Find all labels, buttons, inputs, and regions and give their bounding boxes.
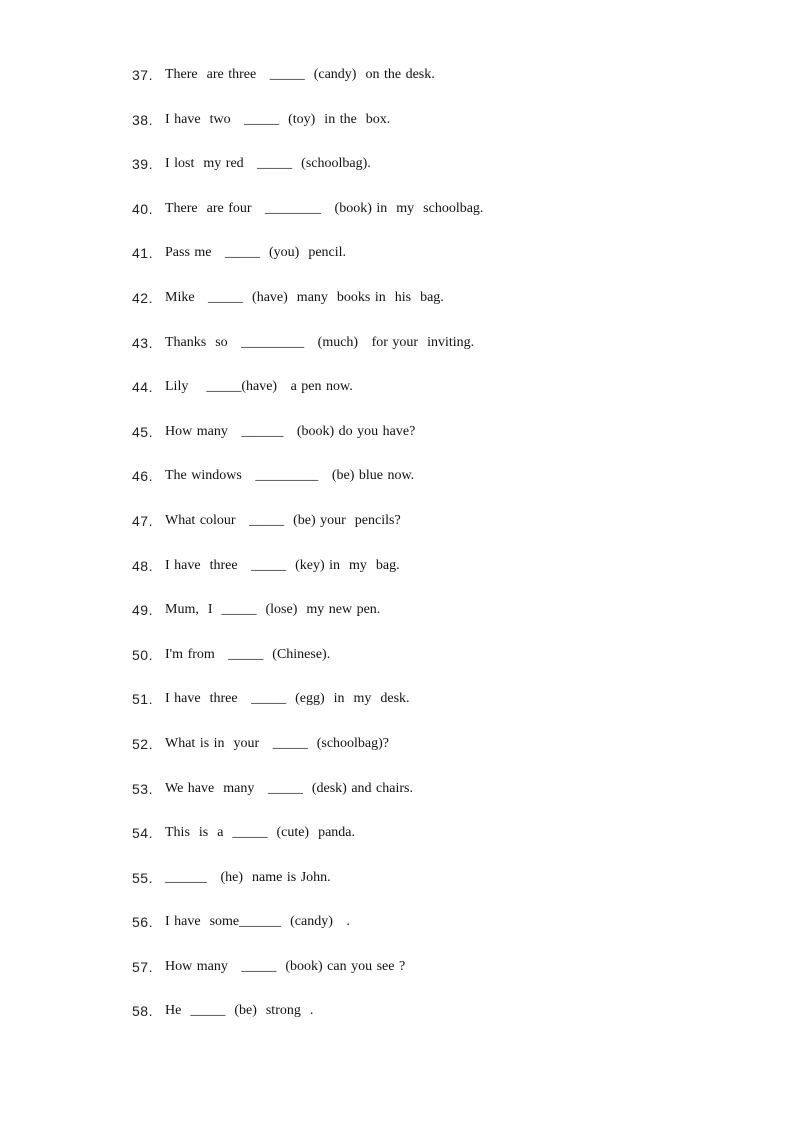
item-number: 47. <box>132 512 153 529</box>
item-sentence: How many ______ (book) do you have? <box>165 423 416 439</box>
item-sentence: This is a _____ (cute) panda. <box>165 825 356 841</box>
item-number: 41. <box>132 245 153 262</box>
exercise-item <box>132 109 732 154</box>
item-sentence: I'm from _____ (Chinese). <box>165 646 331 662</box>
item-sentence: There are four ________ (book) in my schoolbag. <box>165 200 484 216</box>
item-sentence: Mike _____ (have) many books in his bag. <box>165 289 444 305</box>
item-sentence: I have three _____ (key) in my bag. <box>165 557 400 573</box>
exercise-item <box>132 287 732 332</box>
exercise-item <box>132 733 732 778</box>
item-number: 49. <box>132 602 153 619</box>
item-sentence: What is in your _____ (schoolbag)? <box>165 735 390 751</box>
exercise-item <box>132 911 732 956</box>
item-number: 38. <box>132 111 153 128</box>
item-number: 55. <box>132 869 153 886</box>
exercise-item <box>132 688 732 733</box>
exercise-item <box>132 421 732 466</box>
item-number: 40. <box>132 200 153 217</box>
exercise-item <box>132 64 732 109</box>
exercise-item <box>132 956 732 1001</box>
item-sentence: I have two _____ (toy) in the box. <box>165 111 391 127</box>
item-number: 57. <box>132 958 153 975</box>
item-number: 53. <box>132 780 153 797</box>
item-sentence: I have some______ (candy) . <box>165 914 350 930</box>
item-number: 42. <box>132 289 153 306</box>
exercise-item <box>132 599 732 644</box>
item-sentence: ______ (he) name is John. <box>165 869 331 885</box>
exercise-item <box>132 555 732 600</box>
item-sentence: How many _____ (book) can you see ? <box>165 958 406 974</box>
item-sentence: What colour _____ (be) your pencils? <box>165 512 401 528</box>
exercise-item <box>132 153 732 198</box>
item-number: 46. <box>132 468 153 485</box>
exercise-item <box>132 1000 732 1045</box>
item-sentence: We have many _____ (desk) and chairs. <box>165 780 413 796</box>
exercise-item <box>132 778 732 823</box>
item-number: 48. <box>132 557 153 574</box>
item-sentence: I have three _____ (egg) in my desk. <box>165 691 410 707</box>
exercise-item <box>132 376 732 421</box>
item-number: 37. <box>132 67 153 83</box>
item-number: 58. <box>132 1003 153 1020</box>
item-number: 50. <box>132 646 153 663</box>
item-number: 39. <box>132 156 153 173</box>
exercise-item <box>132 465 732 510</box>
item-sentence: I lost my red _____ (schoolbag). <box>165 156 371 172</box>
item-sentence: Pass me _____ (you) pencil. <box>165 245 347 261</box>
item-sentence: There are three _____ (candy) on the desk. <box>165 67 435 82</box>
item-number: 54. <box>132 825 153 842</box>
item-number: 52. <box>132 735 153 752</box>
item-number: 56. <box>132 914 153 931</box>
exercise-item <box>132 332 732 377</box>
item-sentence: The windows _________ (be) blue now. <box>165 468 415 484</box>
item-number: 51. <box>132 691 153 708</box>
exercise-list <box>132 64 732 1045</box>
exercise-item <box>132 867 732 912</box>
item-number: 44. <box>132 379 153 396</box>
exercise-item <box>132 510 732 555</box>
item-sentence: He _____ (be) strong . <box>165 1003 314 1019</box>
exercise-item <box>132 242 732 287</box>
exercise-item <box>132 198 732 243</box>
item-sentence: Mum, I _____ (lose) my new pen. <box>165 602 381 618</box>
exercise-item <box>132 644 732 689</box>
item-number: 43. <box>132 334 153 351</box>
item-number: 45. <box>132 423 153 440</box>
exercise-item <box>132 822 732 867</box>
item-sentence: Lily _____(have) a pen now. <box>165 379 353 395</box>
item-sentence: Thanks so _________ (much) for your inviting. <box>165 334 475 350</box>
